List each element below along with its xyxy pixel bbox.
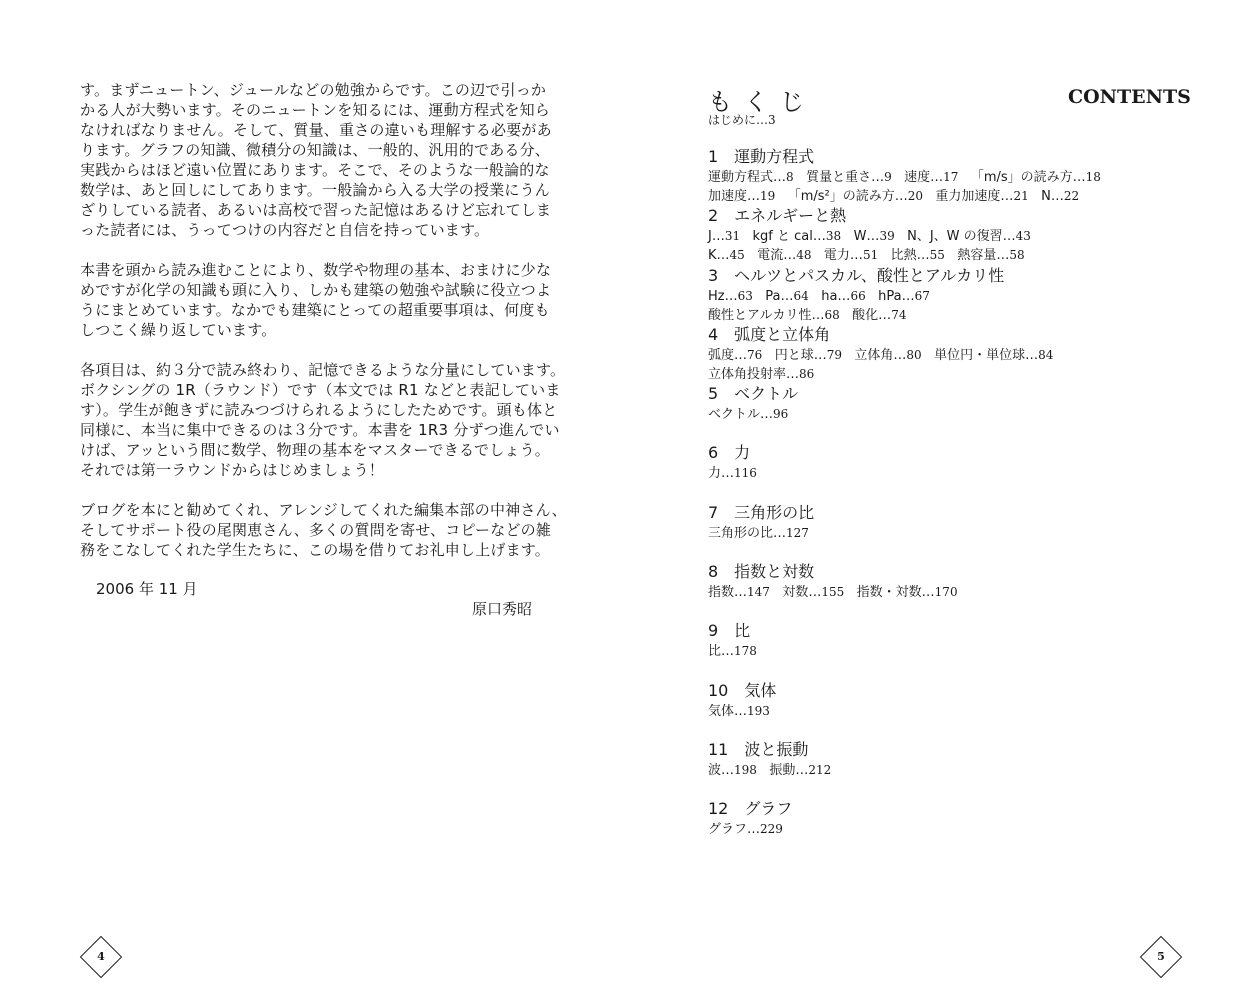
text-line: った読者には、うってつけの内容だと自信を持っています。: [80, 221, 490, 239]
toc-entry-line: [708, 246, 1208, 265]
toc-chapter: [708, 680, 1208, 739]
text-line: ブログを本にと勧めてくれ、アレンジしてくれた編集本部の中神さん、: [80, 501, 567, 519]
text-line: ります。グラフの知識、微積分の知識は、一般的、汎用的である分、: [80, 141, 551, 159]
chapter-heading: 11 波と振動: [708, 739, 809, 759]
toc-entry-line: [708, 306, 1208, 325]
toc-entry-page: 155: [821, 585, 845, 600]
toc-entry-label: ベクトル…: [708, 407, 774, 423]
toc-entry-label: 三角形の比…: [708, 525, 787, 541]
toc-chapter: [708, 265, 1208, 324]
toc-entry-label: hPa…: [878, 288, 915, 304]
page-number-badge: [1140, 936, 1182, 978]
toc-entry-label: 弧度…: [708, 347, 748, 363]
toc-entry-page: 21: [1013, 189, 1029, 203]
text-line: そしてサポート役の尾関恵さん、多くの質問を寄せ、コピーなどの雑: [80, 521, 552, 539]
toc-entry-label: 酸性とアルカリ性…: [708, 307, 825, 323]
toc-entry-page: 198: [734, 762, 757, 777]
toc-entry-line: [708, 227, 1208, 246]
toc-entry-label: N、J、W の復習…: [907, 229, 1016, 245]
toc-entry-page: 31: [724, 229, 741, 244]
toc-entry-label: 電流…: [757, 248, 797, 264]
text-line: 本書を頭から読み進むことにより、数学や物理の基本、おまけに少な: [80, 261, 552, 279]
toc-entry-label: グラフ…: [708, 822, 761, 838]
toc-entry-label: N…: [1041, 189, 1064, 204]
text-line: なければなりません。そして、質量、重さの違いも理解する必要があ: [80, 121, 552, 139]
toc-intro-label: はじめに…: [708, 113, 769, 127]
toc-entry-label: 質量と重さ…: [806, 170, 885, 185]
toc-entry-line: [708, 464, 1208, 483]
toc-intro: [708, 111, 776, 128]
preface-paragraph: [80, 260, 560, 340]
toc-chapter: [708, 383, 1208, 442]
page-number: 5: [1157, 950, 1165, 963]
toc-entry-label: 速度…: [904, 170, 944, 185]
text-line: ボクシングの 1R（ラウンド）です（本文では R1 などと表記していま: [80, 381, 561, 399]
toc-entry-page: 19: [760, 189, 776, 203]
toc-chapter: [708, 620, 1208, 679]
toc-entry-label: 単位円・単位球…: [934, 347, 1039, 363]
text-line: うにまとめています。なかでも建築にとっての超重要事項は、何度も: [80, 301, 550, 319]
toc-entry-page: 48: [796, 248, 812, 263]
text-line: けば、アッという間に数学、物理の基本をマスターできるでしょう。: [80, 441, 551, 459]
chapter-heading: 5 ベクトル: [708, 384, 799, 404]
toc-entry-label: 指数…: [708, 585, 748, 601]
toc-entry-label: 振動…: [769, 762, 809, 778]
toc-chapter: [708, 205, 1208, 264]
toc-entry-page: 17: [943, 170, 959, 184]
toc-entry-label: Pa…: [765, 288, 794, 304]
toc-entry-line: [708, 168, 1208, 187]
toc-entry-label: 指数・対数…: [856, 585, 935, 601]
chapter-heading: 12 グラフ: [708, 799, 793, 819]
text-line: しつこく繰り返しています。: [80, 321, 277, 339]
toc-entry-page: 193: [747, 703, 770, 718]
preface-date: 2006 年 11 月: [96, 580, 198, 598]
toc-entry-label: 気体…: [708, 703, 748, 719]
toc-entry-page: 22: [1063, 189, 1080, 203]
toc-intro-page: 3: [768, 113, 776, 127]
toc-entry-label: 波…: [708, 762, 735, 778]
toc-entry-page: 64: [793, 288, 809, 303]
toc-entry-page: 67: [914, 288, 930, 303]
toc-entry-label: Hz…: [708, 288, 738, 304]
preface-author: 原口秀昭: [472, 600, 533, 618]
chapter-heading: 7 三角形の比: [708, 502, 815, 522]
toc-chapter: [708, 739, 1208, 798]
toc-entry-page: 74: [891, 307, 907, 322]
toc-entry-label: J…: [708, 229, 725, 245]
toc-entry-page: 43: [1015, 229, 1031, 244]
toc-entry-label: 酸化…: [852, 307, 892, 323]
toc-entry-line: [708, 524, 1208, 543]
toc-entry-label: 比…: [708, 644, 735, 660]
toc-entry-page: 66: [850, 288, 866, 303]
toc-title-en: CONTENTS: [1068, 86, 1191, 108]
toc-entry-line: [708, 702, 1208, 721]
text-line: す）。学生が飽きずに読みつづけられるようにしたためです。頭も体と: [80, 401, 558, 419]
page-number-badge: [80, 936, 122, 978]
toc-entry-line: [708, 346, 1208, 365]
toc-entry-page: 79: [826, 347, 842, 362]
toc-entry-label: 加速度…: [708, 189, 761, 204]
toc-entry-label: K…: [708, 248, 730, 264]
page-number: 4: [97, 950, 105, 963]
right-page: [630, 0, 1260, 1000]
preface-paragraph: [80, 80, 560, 240]
toc-entry-line: [708, 642, 1208, 661]
toc-entry-line: [708, 820, 1208, 839]
preface-paragraph: [80, 360, 566, 480]
text-line: 実践からはほど遠い位置にあります。そこで、そのような一般論的な: [80, 161, 550, 179]
text-line: 数学は、あと回しにしてあります。一般論から入る大学の授業にうん: [80, 181, 551, 199]
text-line: かる人が大勢います。そのニュートンを知るには、運動方程式を知ら: [80, 101, 551, 119]
toc-entry-page: 68: [824, 307, 840, 322]
toc-entry-page: 116: [734, 466, 757, 481]
toc-entry-label: 立体角投射率…: [708, 366, 800, 382]
toc-entry-page: 58: [1009, 248, 1025, 263]
chapter-heading: 1 運動方程式: [708, 147, 815, 166]
toc-entry-page: 127: [786, 525, 809, 540]
text-line: めですが化学の知識も頭に入り、しかも建築の勉強や試験に役立つよ: [80, 281, 552, 299]
text-line: ざりしている読者、あるいは高校で習った記憶はあるけど忘れてしま: [80, 201, 552, 219]
toc-chapter: [708, 798, 1208, 857]
toc-entry-page: 147: [747, 585, 770, 600]
text-line: それでは第一ラウンドからはじめましょう！: [80, 461, 385, 479]
chapter-heading: 4 弧度と立体角: [708, 324, 831, 344]
toc-entry-page: 18: [1085, 170, 1101, 184]
toc-entry-page: 39: [879, 229, 895, 244]
toc-entry-label: ha…: [821, 288, 851, 304]
toc-entry-page: 9: [884, 170, 892, 184]
toc-entry-label: 対数…: [782, 585, 822, 601]
toc-entry-label: 立体角…: [854, 347, 907, 363]
toc-entry-line: [708, 761, 1208, 780]
toc-chapter: [708, 324, 1208, 383]
toc-entry-label: 「m/s」の読み方…: [970, 170, 1086, 185]
preface-paragraph: [80, 500, 567, 560]
toc-chapter: [708, 561, 1208, 620]
toc-entry-page: 45: [729, 248, 745, 263]
preface-body: [80, 80, 567, 580]
toc-entry-line: [708, 187, 1208, 206]
toc-entry-line: [708, 405, 1208, 424]
toc-entry-label: 運動方程式…: [708, 170, 787, 185]
toc-entry-label: 比熱…: [890, 248, 930, 264]
toc-entry-page: 86: [799, 366, 815, 381]
toc-chapter: [708, 442, 1208, 501]
table-of-contents: [708, 146, 1208, 858]
text-line: 務をこなしてくれた学生たちに、この場を借りてお礼申し上げます。: [80, 541, 551, 559]
toc-entry-label: 重力加速度…: [935, 189, 1014, 204]
toc-entry-page: 170: [934, 585, 958, 600]
toc-entry-page: 20: [907, 189, 924, 203]
toc-entry-label: 力…: [708, 466, 735, 482]
toc-entry-label: 「m/s²」の読み方…: [787, 189, 908, 204]
chapter-heading: 2 エネルギーと熱: [708, 206, 847, 226]
chapter-heading: 9 比: [708, 621, 751, 641]
toc-entry-page: 38: [825, 229, 842, 244]
toc-entry-page: 80: [906, 347, 922, 362]
chapter-heading: 6 力: [708, 443, 751, 463]
toc-entry-page: 76: [747, 347, 763, 362]
toc-entry-page: 84: [1038, 347, 1054, 362]
toc-entry-page: 96: [773, 407, 789, 422]
toc-entry-page: 63: [737, 288, 753, 303]
toc-entry-line: [708, 583, 1208, 602]
toc-entry-page: 8: [786, 170, 794, 184]
toc-entry-line: [708, 287, 1208, 306]
toc-entry-label: 円と球…: [774, 347, 827, 363]
toc-entry-page: 51: [862, 248, 879, 263]
toc-entry-page: 178: [734, 644, 757, 659]
toc-title: もくじ: [708, 88, 816, 116]
toc-chapter: [708, 502, 1208, 561]
chapter-heading: 8 指数と対数: [708, 562, 815, 582]
toc-entry-label: 熱容量…: [957, 248, 1010, 264]
chapter-heading: 3 ヘルツとパスカル、酸性とアルカリ性: [708, 265, 1005, 285]
text-line: 各項目は、約３分で読み終わり、記憶できるような分量にしています。: [80, 361, 566, 379]
chapter-heading: 10 気体: [708, 680, 777, 700]
toc-entry-page: 55: [929, 248, 945, 263]
toc-chapter: [708, 146, 1208, 205]
text-line: 同様に、本当に集中できるのは３分です。本書を 1R3 分ずつ進んでい: [80, 421, 560, 439]
toc-entry-label: W…: [853, 229, 880, 245]
text-line: す。まずニュートン、ジュールなどの勉強からです。この辺で引っか: [80, 81, 547, 99]
toc-entry-page: 229: [760, 822, 783, 837]
toc-entry-line: [708, 365, 1208, 384]
toc-entry-label: 電力…: [823, 248, 863, 264]
toc-entry-page: 212: [808, 762, 832, 777]
toc-entry-label: kgf と cal…: [752, 229, 826, 245]
